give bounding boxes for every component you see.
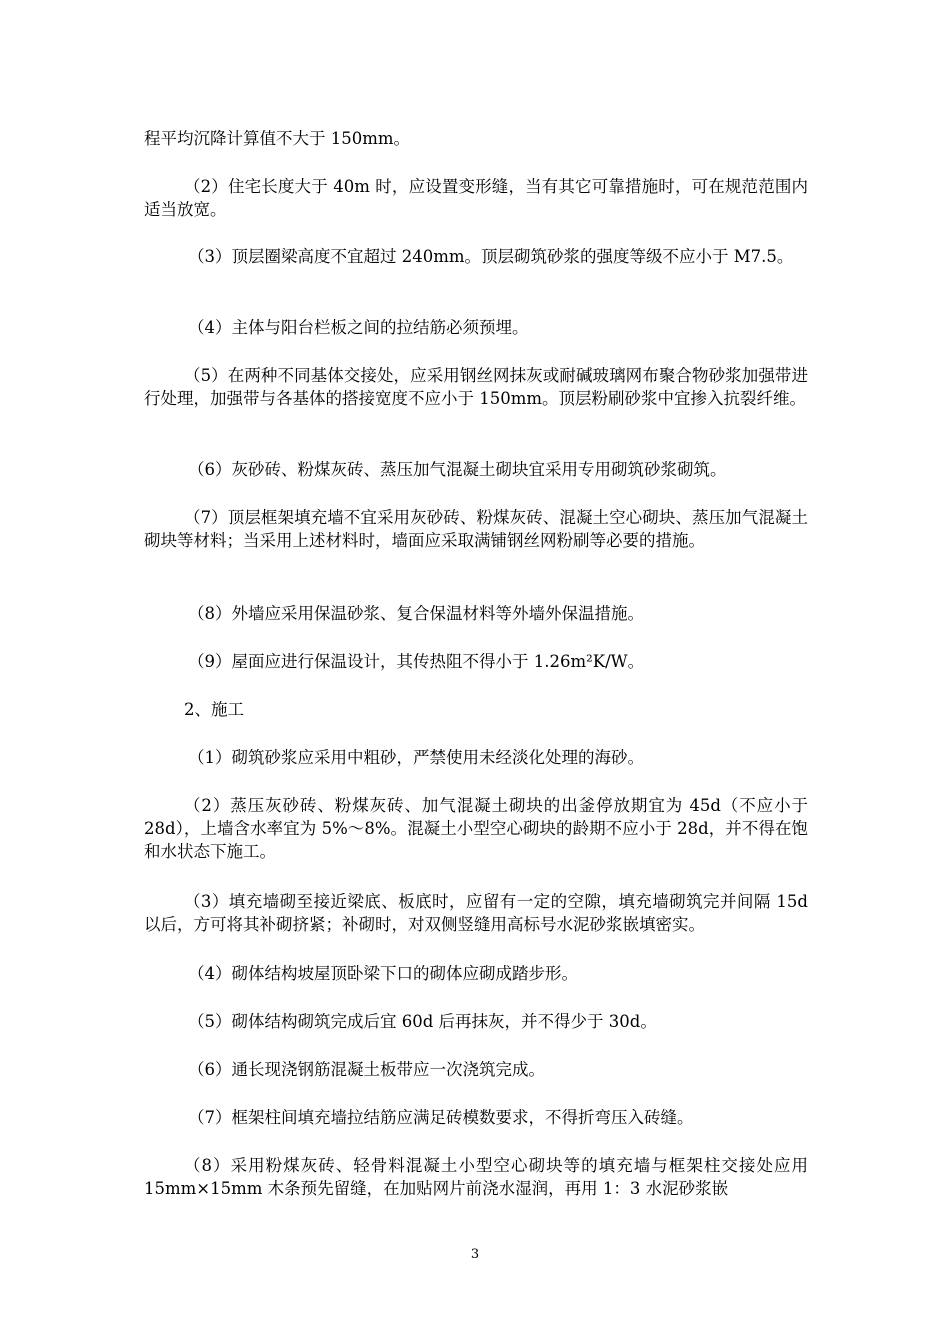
paragraph-construction-5: （5）砌体结构砌筑完成后宜 60d 后再抹灰，并不得少于 30d。 xyxy=(188,1012,657,1031)
paragraph-design-5: （5）在两种不同基体交接处，应采用钢丝网抹灰或耐碱玻璃网布聚合物砂浆加强带进行处理，加强带与各基体的搭接宽度不应小于 150mm。顶层粉刷砂浆中宜掺入抗裂纤维。 xyxy=(144,366,808,408)
paragraph-construction-4: （4）砌体结构坡屋顶卧梁下口的砌体应砌成踏步形。 xyxy=(188,964,578,983)
paragraph-design-3: （3）顶层圈梁高度不宜超过 240mm。顶层砌筑砂浆的强度等级不应小于 M7.5。 xyxy=(188,247,794,266)
paragraph-construction-6: （6）通长现浇钢筋混凝土板带应一次浇筑完成。 xyxy=(188,1060,545,1079)
paragraph-construction-8: （8）采用粉煤灰砖、轻骨料混凝土小型空心砌块等的填充墙与框架柱交接处应用 15mm×15mm 木条预先留缝，在加贴网片前浇水湿润，再用 1：3 水泥砂浆嵌 xyxy=(144,1156,808,1198)
paragraph-construction-1: （1）砌筑砂浆应采用中粗砂，严禁使用未经淡化处理的海砂。 xyxy=(188,748,644,767)
paragraph-design-8: （8）外墙应采用保温砂浆、复合保温材料等外墙外保温措施。 xyxy=(188,604,644,623)
paragraph-design-2: （2）住宅长度大于 40m 时，应设置变形缝，当有其它可靠措施时，可在规范范围内适当放宽。 xyxy=(144,177,808,219)
paragraph-construction-2: （2）蒸压灰砂砖、粉煤灰砖、加气混凝土砌块的出釜停放期宜为 45d（不应小于 28d），上墙含水率宜为 5%～8%。混凝土小型空心砌块的龄期不应小于 28d，并不得在饱和水状态下施工。 xyxy=(144,796,808,861)
paragraph-design-9: （9）屋面应进行保温设计，其传热阻不得小于 1.26m²K/W。 xyxy=(188,652,645,671)
paragraph-continuation: 程平均沉降计算值不大于 150mm。 xyxy=(144,129,411,148)
section-heading-construction: 2、施工 xyxy=(184,700,244,719)
page-number: 3 xyxy=(470,1247,480,1262)
paragraph-construction-3: （3）填充墙砌至接近梁底、板底时，应留有一定的空隙，填充墙砌筑完并间隔 15d 以后，方可将其补砌挤紧；补砌时，对双侧竖缝用高标号水泥砂浆嵌填密实。 xyxy=(144,892,808,934)
paragraph-construction-7: （7）框架柱间填充墙拉结筋应满足砖模数要求，不得折弯压入砖缝。 xyxy=(188,1108,694,1127)
paragraph-design-7: （7）顶层框架填充墙不宜采用灰砂砖、粉煤灰砖、混凝土空心砌块、蒸压加气混凝土砌块等材料；当采用上述材料时，墙面应采取满铺钢丝网粉刷等必要的措施。 xyxy=(144,508,808,550)
paragraph-design-6: （6）灰砂砖、粉煤灰砖、蒸压加气混凝土砌块宜采用专用砌筑砂浆砌筑。 xyxy=(188,460,727,479)
paragraph-design-4: （4）主体与阳台栏板之间的拉结筋必须预埋。 xyxy=(188,318,529,337)
